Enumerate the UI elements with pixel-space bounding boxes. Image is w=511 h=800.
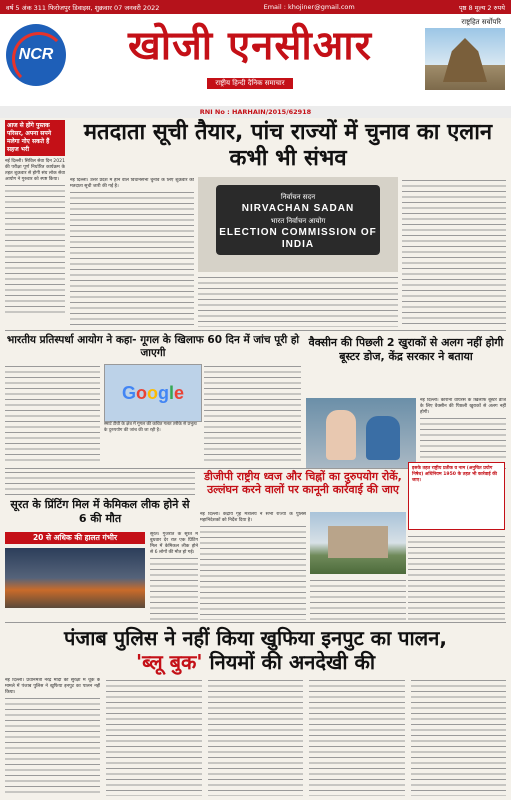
election-commission-sign [216, 185, 380, 255]
google-photo-caption: स्मार्ट टीवी के क्षेत्र में गूगल की कथित गलत तरीके से प्रभुत्व के दुरुपयोग की जांच की जा रही है। [104, 422, 197, 433]
punjab-headline-part-c: नियमों की अनदेखी की [209, 650, 375, 674]
rni-number: RNI No : HARHAIN/2015/62918 [0, 106, 511, 118]
text-column [70, 190, 194, 328]
main-story-columns [70, 178, 194, 328]
punjab-headline-bluebook: 'ब्लू बुक' [136, 650, 203, 674]
top-info-bar [0, 0, 511, 14]
building-photo-icon [310, 512, 406, 574]
main-headline[interactable]: मतदाता सूची तैयार, पांच राज्यों में चुनाव का एलान कभी भी संभव [83, 120, 493, 171]
sign-line: भारत निर्वाचन आयोग [270, 217, 326, 225]
left-story-kicker[interactable]: आज से होंगे पुस्तक परिसर, अपना सपने मलेगा नोए सकते हैं सहज भरी [5, 120, 65, 156]
surat-top-column [5, 470, 195, 496]
punjab-column-3 [208, 678, 303, 796]
election-commission-photo-icon [198, 177, 398, 272]
vaccine-story-body: नई दिल्ली। कोरोना वायरस के खिलाफ बूस्टर डोज के लिए वैक्सीन की पिछली खुराकों से अलग नहीं होगी। [420, 398, 506, 415]
tagline: राष्ट्रहित सर्वोपरि [461, 18, 501, 26]
newspaper-subtitle: राष्ट्रीय हिन्दी दैनिक समाचार [207, 78, 292, 89]
factory-photo-icon [5, 548, 145, 608]
text-column [150, 556, 198, 620]
left-story-body: नई दिल्ली। सिविल सेवा दिन 2021 की परीक्षा पूर्ण निर्धारित कार्यक्रम के तहत शुक्रवार से होगी संघ लोक सेवा आयोग ने गुरुवार को स्पष्ट किया। [5, 159, 65, 182]
surat-headline[interactable]: सूरत के प्रिंटिंग मिल में केमिकल लीक होने से 6 की मौत [10, 498, 190, 525]
vaccine-story-column [420, 398, 506, 460]
punjab-column-5 [411, 678, 506, 796]
punjab-headline-part-a: पंजाब पुलिस ने नहीं किया खुफिया इनपुट का पालन, [64, 626, 447, 650]
divider [5, 622, 506, 623]
sign-line: NIRVACHAN SADAN [241, 203, 355, 214]
text-column [208, 678, 303, 796]
divider [5, 330, 506, 331]
text-column [310, 578, 406, 620]
google-story-column [5, 364, 100, 464]
text-column [5, 696, 100, 796]
text-column [5, 183, 65, 315]
punjab-story-columns [5, 678, 506, 796]
page-price: पृष्ठ 8 मूल्य 2 रुपये [458, 3, 505, 12]
punjab-column-2 [106, 678, 201, 796]
sign-line: ELECTION COMMISSION OF INDIA [219, 227, 377, 250]
vaccine-headline[interactable]: वैक्सीन की पिछली 2 खुराकों से अलग नहीं होगी बूस्टर डोज, केंद्र सरकार ने बताया [308, 336, 504, 363]
punjab-headline[interactable] [5, 626, 506, 674]
email-link[interactable]: Email : khojiner@gmail.com [263, 3, 355, 11]
text-column [309, 678, 404, 796]
google-photo-icon: G o o g l e [104, 364, 202, 422]
main-story-body: नई दिल्ली। उत्तर प्रदेश में होने वाले विधानसभा चुनाव के लिए शुक्रवार को मतदाता सूची जारी की गई है। [70, 178, 194, 189]
masthead [0, 14, 511, 106]
surat-story-column [150, 532, 198, 620]
text-column [200, 524, 306, 620]
main-story-columns-lower [198, 275, 398, 327]
text-column [402, 178, 506, 328]
dgp-story-body: नई दिल्ली। केंद्रीय गृह मंत्रालय ने सभी राज्यों के पुलिस महानिदेशकों को निर्देश दिया है। [200, 512, 306, 523]
punjab-story-body: नई दिल्ली। प्रधानमंत्री नरेंद्र मोदी की सुरक्षा में चूक के मामले में पंजाब पुलिस ने खुफिया इनपुट का पालन नहीं किया। [5, 678, 101, 695]
google-story-column-right [204, 364, 301, 464]
punjab-column-1 [5, 678, 100, 796]
text-column [198, 275, 398, 327]
text-column [408, 534, 505, 620]
text-column [411, 678, 506, 796]
google-headline[interactable]: भारतीय प्रतिस्पर्धा आयोग ने कहा- गूगल के खिलाफ 60 दिन में जांच पूरी हो जाएगी [6, 334, 300, 359]
dgp-story-column-right [408, 534, 505, 620]
punjab-column-4 [309, 678, 404, 796]
temple-photo-icon [425, 28, 505, 90]
text-column [5, 364, 100, 464]
ncr-logo-icon[interactable] [6, 24, 66, 86]
text-column [106, 678, 201, 796]
left-story [5, 120, 65, 315]
surat-subhead: 20 से अधिक की हालत गंभीर [5, 532, 145, 544]
text-column [5, 470, 195, 496]
dgp-story-column [200, 512, 306, 620]
issue-info: वर्ष 5 अंक 311 फिरोजपुर डिवाइस, शुक्रवार 07 जनवरी 2022 [6, 3, 160, 12]
dgp-headline[interactable]: डीजीपी राष्ट्रीय ध्वज और चिह्नों का दुरुपयोग रोकें, उल्लंघन करने वालों पर कानूनी कार्रवाई की जाए [204, 470, 402, 496]
dgp-highlight-box: इसके तहत राष्ट्रीय प्रतीक व नाम (अनुचित प्रयोग निषेध) अधिनियम 1950 के तहत भी कार्रवाई की जाए। [408, 462, 505, 530]
text-column [204, 364, 301, 464]
newspaper-title-box [100, 22, 400, 87]
dgp-story-column-lower [310, 578, 406, 620]
vaccine-photo-icon [306, 398, 416, 468]
newspaper-title[interactable]: खोजी एनसीआर [127, 23, 372, 69]
surat-story-body: सूरत। गुजरात के सूरत में बुधवार देर रात एक प्रिंटिंग मिल में केमिकल लीक होने से 6 लोगों की मौत हो गई। [150, 532, 198, 555]
text-column [420, 416, 506, 460]
logo-text: NCR [18, 46, 54, 63]
main-story-columns-right [402, 178, 506, 328]
sign-line: निर्वाचन सदन [280, 193, 316, 201]
